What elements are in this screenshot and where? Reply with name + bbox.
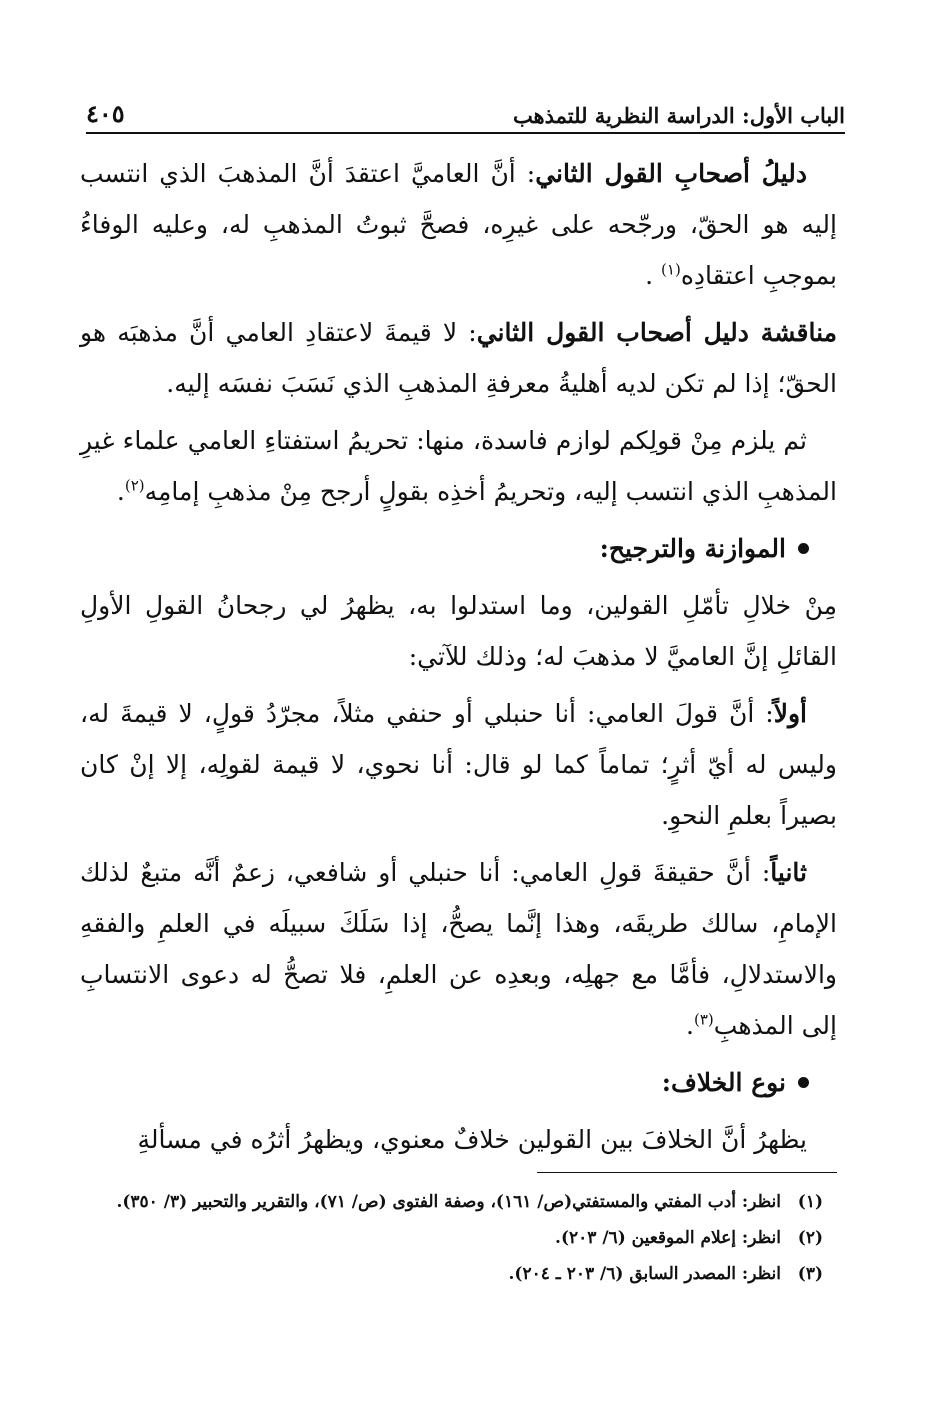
footnote-text: انظر: المصدر السابق (٦/ ٢٠٣ ـ ٢٠٤). [508,1264,781,1284]
paragraph-text: : أنَّ قولَ العامي: أنا حنبلي أو حنفي مثلاً، مجرّدُ قولٍ، لا قيمةَ له، وليس له أيّ أثرٍ؛ تماماً كما لو قال: أنا نحوي، لا قيمة لقولِه، إلا إنْ كان بصيراً بعلمِ النحوِ. [80,699,837,830]
footnote-2 [84,1220,823,1256]
paragraph-discussion [80,307,837,409]
footnote-number: (٣) [797,1264,823,1284]
bullet-icon [798,543,809,554]
paragraph-preference [80,580,837,682]
bullet-icon [798,1077,809,1088]
chapter-title: الباب الأول: الدراسة النظرية للتمذهب [512,103,845,128]
paragraph-text: : أنَّ حقيقةَ قولِ العامي: أنا حنبلي أو شافعي، زعمٌ أنَّه متبعٌ لذلك الإمامِ، سالك طريقَه، وهذا إنَّما يصحُّ، إذا سَلَكَ سبيلَه في العلمِ والفقهِ والاستدلالِ، فأمَّا مع جهلِه، وبعدِه عن العلمِ، فلا تصحُّ له دعوى الانتسابِ إلى المذهبِ [80,858,837,1040]
paragraph-end: . [686,1011,694,1040]
paragraph-first-reason [80,688,837,841]
paragraph-end: . [116,477,125,506]
section-heading-dispute-type [80,1057,837,1108]
main-text [80,148,837,1171]
heading-text: الموازنة والترجيح: [599,534,786,563]
paragraph-lead: ثانياً [770,858,807,887]
paragraph-end: . [645,261,662,290]
paragraph-second-opinion-evidence [80,148,837,301]
paragraph-consequences [80,415,837,517]
footnote-text: انظر: أدب المفتي والمستفتي(ص/ ١٦١)، وصفة الفتوى (ص/ ٧١)، والتقرير والتحبير (٣/ ٣٥٠). [116,1192,781,1212]
footnote-separator [537,1172,837,1173]
footnote-1 [84,1184,823,1220]
paragraph-second-reason [80,847,837,1051]
footnote-number: (٢) [797,1228,823,1248]
paragraph-text: : أنَّ العاميَّ اعتقدَ أنَّ المذهبَ الذي انتسب إليه هو الحقّ، ورجّحه على غيرِه، فصحَّ ثبوتُ المذهبِ له، وعليه الوفاءُ بموجبِ اعتقادِه [80,159,837,290]
footnote-ref-2[interactable]: (٢) [124,476,145,495]
paragraph-text: ثم يلزم مِنْ قولِكم لوازم فاسدة، منها: تحريمُ استفتاءِ العامي علماء غيرِ المذهبِ الذي انتسب إليه، وتحريمُ أخذِه بقولٍ أرجح مِنْ مذهبِ إمامِه [80,426,837,506]
footnote-ref-3[interactable]: (٣) [694,1010,714,1029]
paragraph-text: : لا قيمةَ لاعتقادِ العامي أنَّ مذهبَه هو الحقّ؛ إذا لم تكن لديه أهليةُ معرفةِ المذهبِ الذي نَسَبَ نفسَه إليه. [80,318,837,398]
footnote-3 [84,1256,823,1292]
paragraph-lead: دليلُ أصحابِ القول الثاني [535,159,807,188]
footnotes [84,1184,823,1292]
running-header [86,92,845,134]
paragraph-lead: أولاً [773,699,807,728]
heading-text: نوع الخلاف: [661,1068,786,1097]
paragraph-text: مِنْ خلالِ تأمّلِ القولين، وما استدلوا به، يظهرُ لي رجحانُ القولِ الأولِ القائلِ إنَّ العاميَّ لا مذهبَ له؛ وذلك للآتي: [80,591,837,671]
footnote-ref-1[interactable]: (١) [661,260,681,279]
footnote-text: انظر: إعلام الموقعين (٦/ ٢٠٣). [555,1228,781,1248]
section-heading-comparison [80,523,837,574]
page-number: ٤٠٥ [86,99,125,128]
paragraph-lead: مناقشة دليل أصحاب القول الثاني [476,318,837,347]
footnote-number: (١) [797,1192,823,1212]
paragraph-dispute [80,1114,837,1165]
paragraph-text: يظهرُ أنَّ الخلافَ بين القولين خلافٌ معنوي، ويظهرُ أثرُه في مسألةِ [137,1125,807,1154]
